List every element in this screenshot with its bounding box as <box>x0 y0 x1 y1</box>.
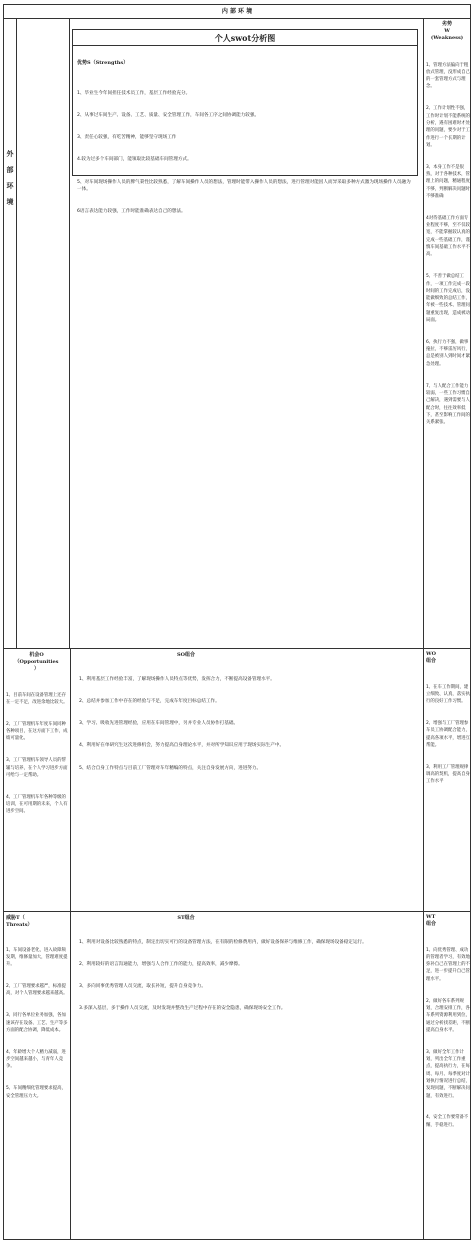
list-item: 1、目前车间在设备管理上还存在一定不足，改进余地比较大。 <box>6 692 68 705</box>
list-item: 4、工厂管理机车年各种等级的培训，在可用期的未来，个人有进步空间。 <box>6 794 68 815</box>
list-item: 6、执行力不强，做事拖拉，不够雷厉风行，总是被别人到时间才紧急处理。 <box>426 339 470 367</box>
list-item: 2、增强与工厂管理参车员工协调配合能力，提高各项水平，增进互帮能。 <box>426 721 470 748</box>
list-item: 3、本身工作不是很熟，对于各种技术，管理上的问题，精通程度不够，判断解决问题时不够准确 <box>426 164 470 199</box>
wo-list <box>426 669 470 800</box>
strengths-heading: 优势S（Strengths） <box>77 60 129 66</box>
opportunities-heading: 机会O （Opportunities ） <box>14 652 59 672</box>
list-item: 3、学习、吸收先进管理经验，应用在车间管理中，另并专业人员协作打基础。 <box>79 721 239 727</box>
list-item: 4、利用好在单研究生这次进修机会，努力提高自身理论水平，并对所学知识应用于现场实际生产中。 <box>79 743 285 749</box>
wt-cell <box>424 912 471 1239</box>
threats-list <box>6 932 68 1114</box>
so-cell <box>71 649 422 910</box>
list-item: 1、利用基层工作经验丰富，了解现场操作人员特点等优势，发挥合力，不断提高设备管理水平。 <box>79 676 275 682</box>
list-item: 2、总结并参加工作中存在的经验与不足，完成车年度目标总结工作。 <box>79 699 220 705</box>
list-item: 2、利用较好的语言沟通能力，增强与人合作工作的能力，提高效率，减少摩擦。 <box>79 962 243 968</box>
list-item: 2、从事过车间生产、设备、工艺、质量、安全管理工作，车间各工序之间协调能力较强。 <box>77 113 260 119</box>
list-item: 1、毕业生今年间担任技术员工作，基层工作经验充分。 <box>77 90 191 96</box>
strengths-box <box>72 29 418 215</box>
weakness-heading: 劣势 W (Weakness) <box>430 21 464 41</box>
threats-cell <box>4 912 69 1239</box>
list-item: 4对待基础工作方面专业程度不够，至不仅较宽，不能掌握较认真的完成一些基础工作，谨慎车间基础工作水平不高。 <box>426 215 470 258</box>
list-item: 2、做好各车系列规划，合理安排工作，各车系列资源利用到位，通过分析找差距，不断提高自身水平。 <box>426 998 470 1033</box>
list-item: 2、工厂管理机车年度车间同种各种项目，在这方面下工作，成绩可量化。 <box>6 721 68 742</box>
list-item: 5、不善于做总结工作，一项工作完成一段时间的工作完成后，没能做细致的总结工作，年被一些技术、管理问题重复出现，造成被动局面。 <box>426 274 470 323</box>
weakness-list <box>426 47 470 441</box>
list-item: 4.较为过多个车间部门，能领取比较基础车间管理方式。 <box>77 157 192 163</box>
list-item: 3、同行各单位业务加强，各加速该存在设备、工艺、生产等多方面的配合协调，降低成本。 <box>6 1013 68 1033</box>
st-list <box>79 924 419 1028</box>
list-item: 3、责任心较强，有吃苦精神，能够坚守现场工作 <box>77 135 177 141</box>
external-env-label: 外 部 环 境 <box>6 149 14 206</box>
st-heading: ST组合 <box>177 915 195 921</box>
opportunities-cell <box>4 649 69 910</box>
list-item: 4、安全工作要常备不懈，手稳进行。 <box>426 1115 469 1128</box>
list-item: 1、车间设备老化，进入故障频发期，维修量加大，管理难度提升。 <box>6 947 68 968</box>
wt-heading: WT 组合 <box>426 914 437 927</box>
so-list <box>79 661 419 787</box>
list-item: 7、与人配合工作能力较弱，一些工作习惯自己解决，遇到需要与人配合时，往往效率低下，甚至影响工作间的关系紧张。 <box>426 383 470 426</box>
list-item: 3、利用工厂管理规律调高的契机，提高自身工作水平 <box>426 764 470 785</box>
list-item: 2、工厂管理要求越严，标准提高，对个人管理要求越来越高。 <box>6 984 68 997</box>
list-item: 1、利用对设备比较熟悉的特点，制定出切实可行的设备管理方法，在有限的检修费用内，做好设备保养与维修工作，确保现场设备稳定运行。 <box>79 939 367 945</box>
opportunities-list <box>6 677 68 830</box>
threats-heading: 威胁T（ Threats） <box>6 915 33 928</box>
list-item: 3、工厂管理机车领导人员的帮辅与培养，在个人学习进步方面可给与一定帮助。 <box>6 758 68 778</box>
wo-heading: WO 组合 <box>426 651 437 664</box>
side-column <box>3 19 17 648</box>
list-item: 5、车间精细化管理要求提高，安全管理压力大。 <box>6 1086 66 1099</box>
list-item: 4、年龄增大个人精力减弱，进步空间越来越小，与青年人竞争。 <box>6 1049 66 1070</box>
so-heading: SO组合 <box>177 652 195 658</box>
st-cell <box>71 912 422 1239</box>
list-item: 5、对车间现场操作人员的脾气秉性比较熟悉，了解车间操作人员的想法，管理时能带入操作人员的想法，进行管理对能因人而异采取多种方式激为现场操作人员融为一体。 <box>77 179 411 193</box>
list-item: 3.多深入基层，多于操作人员交流，及时发现并整改生产过程中存在的安全隐患，确保现场安全工作。 <box>79 1006 286 1012</box>
weakness-column <box>423 19 471 648</box>
wt-list <box>426 932 470 1144</box>
list-item: 6语言表达能力较强，工作时能准确表达自己的想法。 <box>77 209 186 215</box>
internal-env-header: 内 部 环 境 <box>3 4 471 19</box>
strengths-list <box>77 75 415 231</box>
list-item: 5、结合自身工作特点与目前工厂管理对车年精编的特点，关注自身发展方向，进进努力。 <box>79 765 262 771</box>
wo-cell <box>424 649 471 910</box>
list-item: 1、在车工作期间，建立细致、认真，落实执行的良好工作习惯。 <box>426 684 470 705</box>
list-item: 3、多向同事优秀管理人员交流，取长补短，提升自身竞争力。 <box>79 984 206 990</box>
list-item: 1、向优秀管理、成功的管理者学习，有效地弥补自己在管理上的不足，进一步提升自己管理水平。 <box>426 947 470 982</box>
top-left-area <box>17 19 70 648</box>
list-item: 1、管理方法偏向于粗放式管理，没形成自己的一套管理方式与理念。 <box>426 62 470 90</box>
swot-title: 个人swot分析图 <box>73 30 417 46</box>
list-item: 2、工作计划性不强，工作时计划不能系统的分析，遇有困难时才处理的问题，要少对于工作进行一个长期的计划。 <box>426 106 470 148</box>
list-item: 3、做好全年工作计划，列出全年工作重点，提高执行力，在每周、每月、每季度对计划执行情况进行总结，发现问题，不断解决问题，有效进行。 <box>426 1049 470 1099</box>
